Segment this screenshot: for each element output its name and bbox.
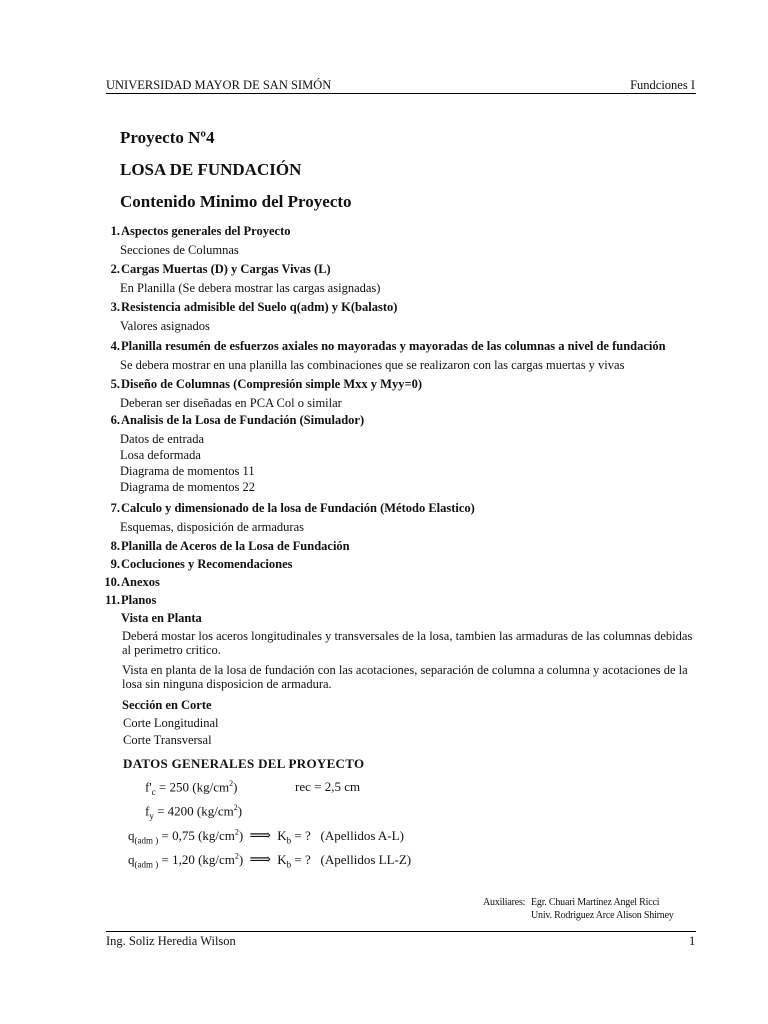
item-title: Planilla de Aceros de la Losa de Fundación xyxy=(121,539,350,553)
item-detail: Valores asignados xyxy=(120,319,210,333)
seccion-corte-title: Sección en Corte xyxy=(122,698,212,712)
footer-author: Ing. Soliz Heredia Wilson xyxy=(106,934,236,948)
item-number: 2. xyxy=(110,262,120,276)
corte-item: Corte Transversal xyxy=(123,733,212,747)
item-number: 6. xyxy=(110,413,120,427)
item-number: 4. xyxy=(110,339,120,353)
item-number: 8. xyxy=(110,539,120,553)
datos-generales-title: DATOS GENERALES DEL PROYECTO xyxy=(123,756,365,771)
item-title: Calculo y dimensionado de la losa de Fundación (Método Elastico) xyxy=(121,501,475,515)
item-number: 9. xyxy=(110,557,120,571)
item-title: Cocluciones y Recomendaciones xyxy=(121,557,293,571)
project-number-title: Proyecto Nº4 xyxy=(120,128,215,147)
qadm-equation-1: $q_{(adm )} = 0,75$ $(kg/cm^2)$ ⟹ $K_b$ = ? (Apellidos A-L) xyxy=(128,827,404,846)
vista-planta-paragraph-2: Vista en planta de la losa de fundación con las acotaciones, separación de columna a columna y acotaciones de la losa sin ninguna disposicion de armadura. xyxy=(122,663,688,691)
item-detail: Deberan ser diseñadas en PCA Col o similar xyxy=(120,396,342,410)
item-detail: Diagrama de momentos 22 xyxy=(120,480,256,494)
item-number: 11. xyxy=(105,593,120,607)
implies-arrow-icon: ⟹ xyxy=(249,852,272,868)
item-title: Planilla resumén de esfuerzos axiales no mayoradas y mayoradas de las columnas a nivel de fundación xyxy=(121,339,666,353)
auxiliar-name: Egr. Chuari Martínez Angel Ricci xyxy=(531,897,660,908)
implies-arrow-icon: ⟹ xyxy=(249,828,272,844)
corte-item: Corte Longitudinal xyxy=(123,716,219,730)
item-detail: Datos de entrada xyxy=(120,432,204,446)
fc-equation: $f'_c = 250$ $(kg/cm^2)$ xyxy=(145,779,238,797)
item-number: 5. xyxy=(110,377,120,391)
item-detail: Esquemas, disposición de armaduras xyxy=(120,520,304,534)
project-name-title: LOSA DE FUNDACIÓN xyxy=(120,160,302,179)
qadm-equation-2: $q_{(adm )} = 1,20$ $(kg/cm^2)$ ⟹ $K_b$ = ? (Apellidos LL-Z) xyxy=(128,851,412,870)
item-title: Cargas Muertas (D) y Cargas Vivas (L) xyxy=(121,262,331,276)
item-title: Planos xyxy=(121,593,157,607)
auxiliar-name: Univ. Rodriguez Arce Alison Shirney xyxy=(531,910,674,921)
university-name: UNIVERSIDAD MAYOR DE SAN SIMÓN xyxy=(106,78,332,92)
item-title: Anexos xyxy=(121,575,160,589)
item-detail: Secciones de Columnas xyxy=(120,243,239,257)
item-detail: Se debera mostrar en una planilla las combinaciones que se realizaron con las cargas muertas y vivas xyxy=(120,358,625,372)
item-title: Aspectos generales del Proyecto xyxy=(121,224,291,238)
item-number: 3. xyxy=(110,300,120,314)
item-title: Analisis de la Losa de Fundación (Simulador) xyxy=(121,413,365,427)
page-number: 1 xyxy=(689,934,696,948)
fy-equation: $f_y = 4200$ $(kg/cm^2)$ xyxy=(145,803,243,821)
content-title: Contenido Minimo del Proyecto xyxy=(120,192,352,211)
rec-value: rec = 2,5 cm xyxy=(295,779,361,794)
item-title: Resistencia admisible del Suelo q(adm) y K(balasto) xyxy=(121,300,398,314)
item-detail: Diagrama de momentos 11 xyxy=(120,464,255,478)
header-rule xyxy=(106,93,696,94)
footer-rule xyxy=(106,931,696,932)
item-number: 1. xyxy=(110,224,120,238)
vista-planta-paragraph-1: Deberá mostar los aceros longitudinales y transversales de la losa, tambien las armaduras de las columnas debidas al perimetro critico. xyxy=(122,629,693,657)
vista-planta-title: Vista en Planta xyxy=(121,611,202,625)
auxiliares-label: Auxiliares: xyxy=(483,897,526,908)
item-detail: Losa deformada xyxy=(120,448,201,462)
item-number: 7. xyxy=(110,501,120,515)
item-number: 10. xyxy=(104,575,120,589)
item-title: Diseño de Columnas (Compresión simple Mxx y Myy=0) xyxy=(121,377,422,391)
item-detail: En Planilla (Se debera mostrar las cargas asignadas) xyxy=(120,281,381,295)
course-name: Fundciones I xyxy=(630,78,695,92)
